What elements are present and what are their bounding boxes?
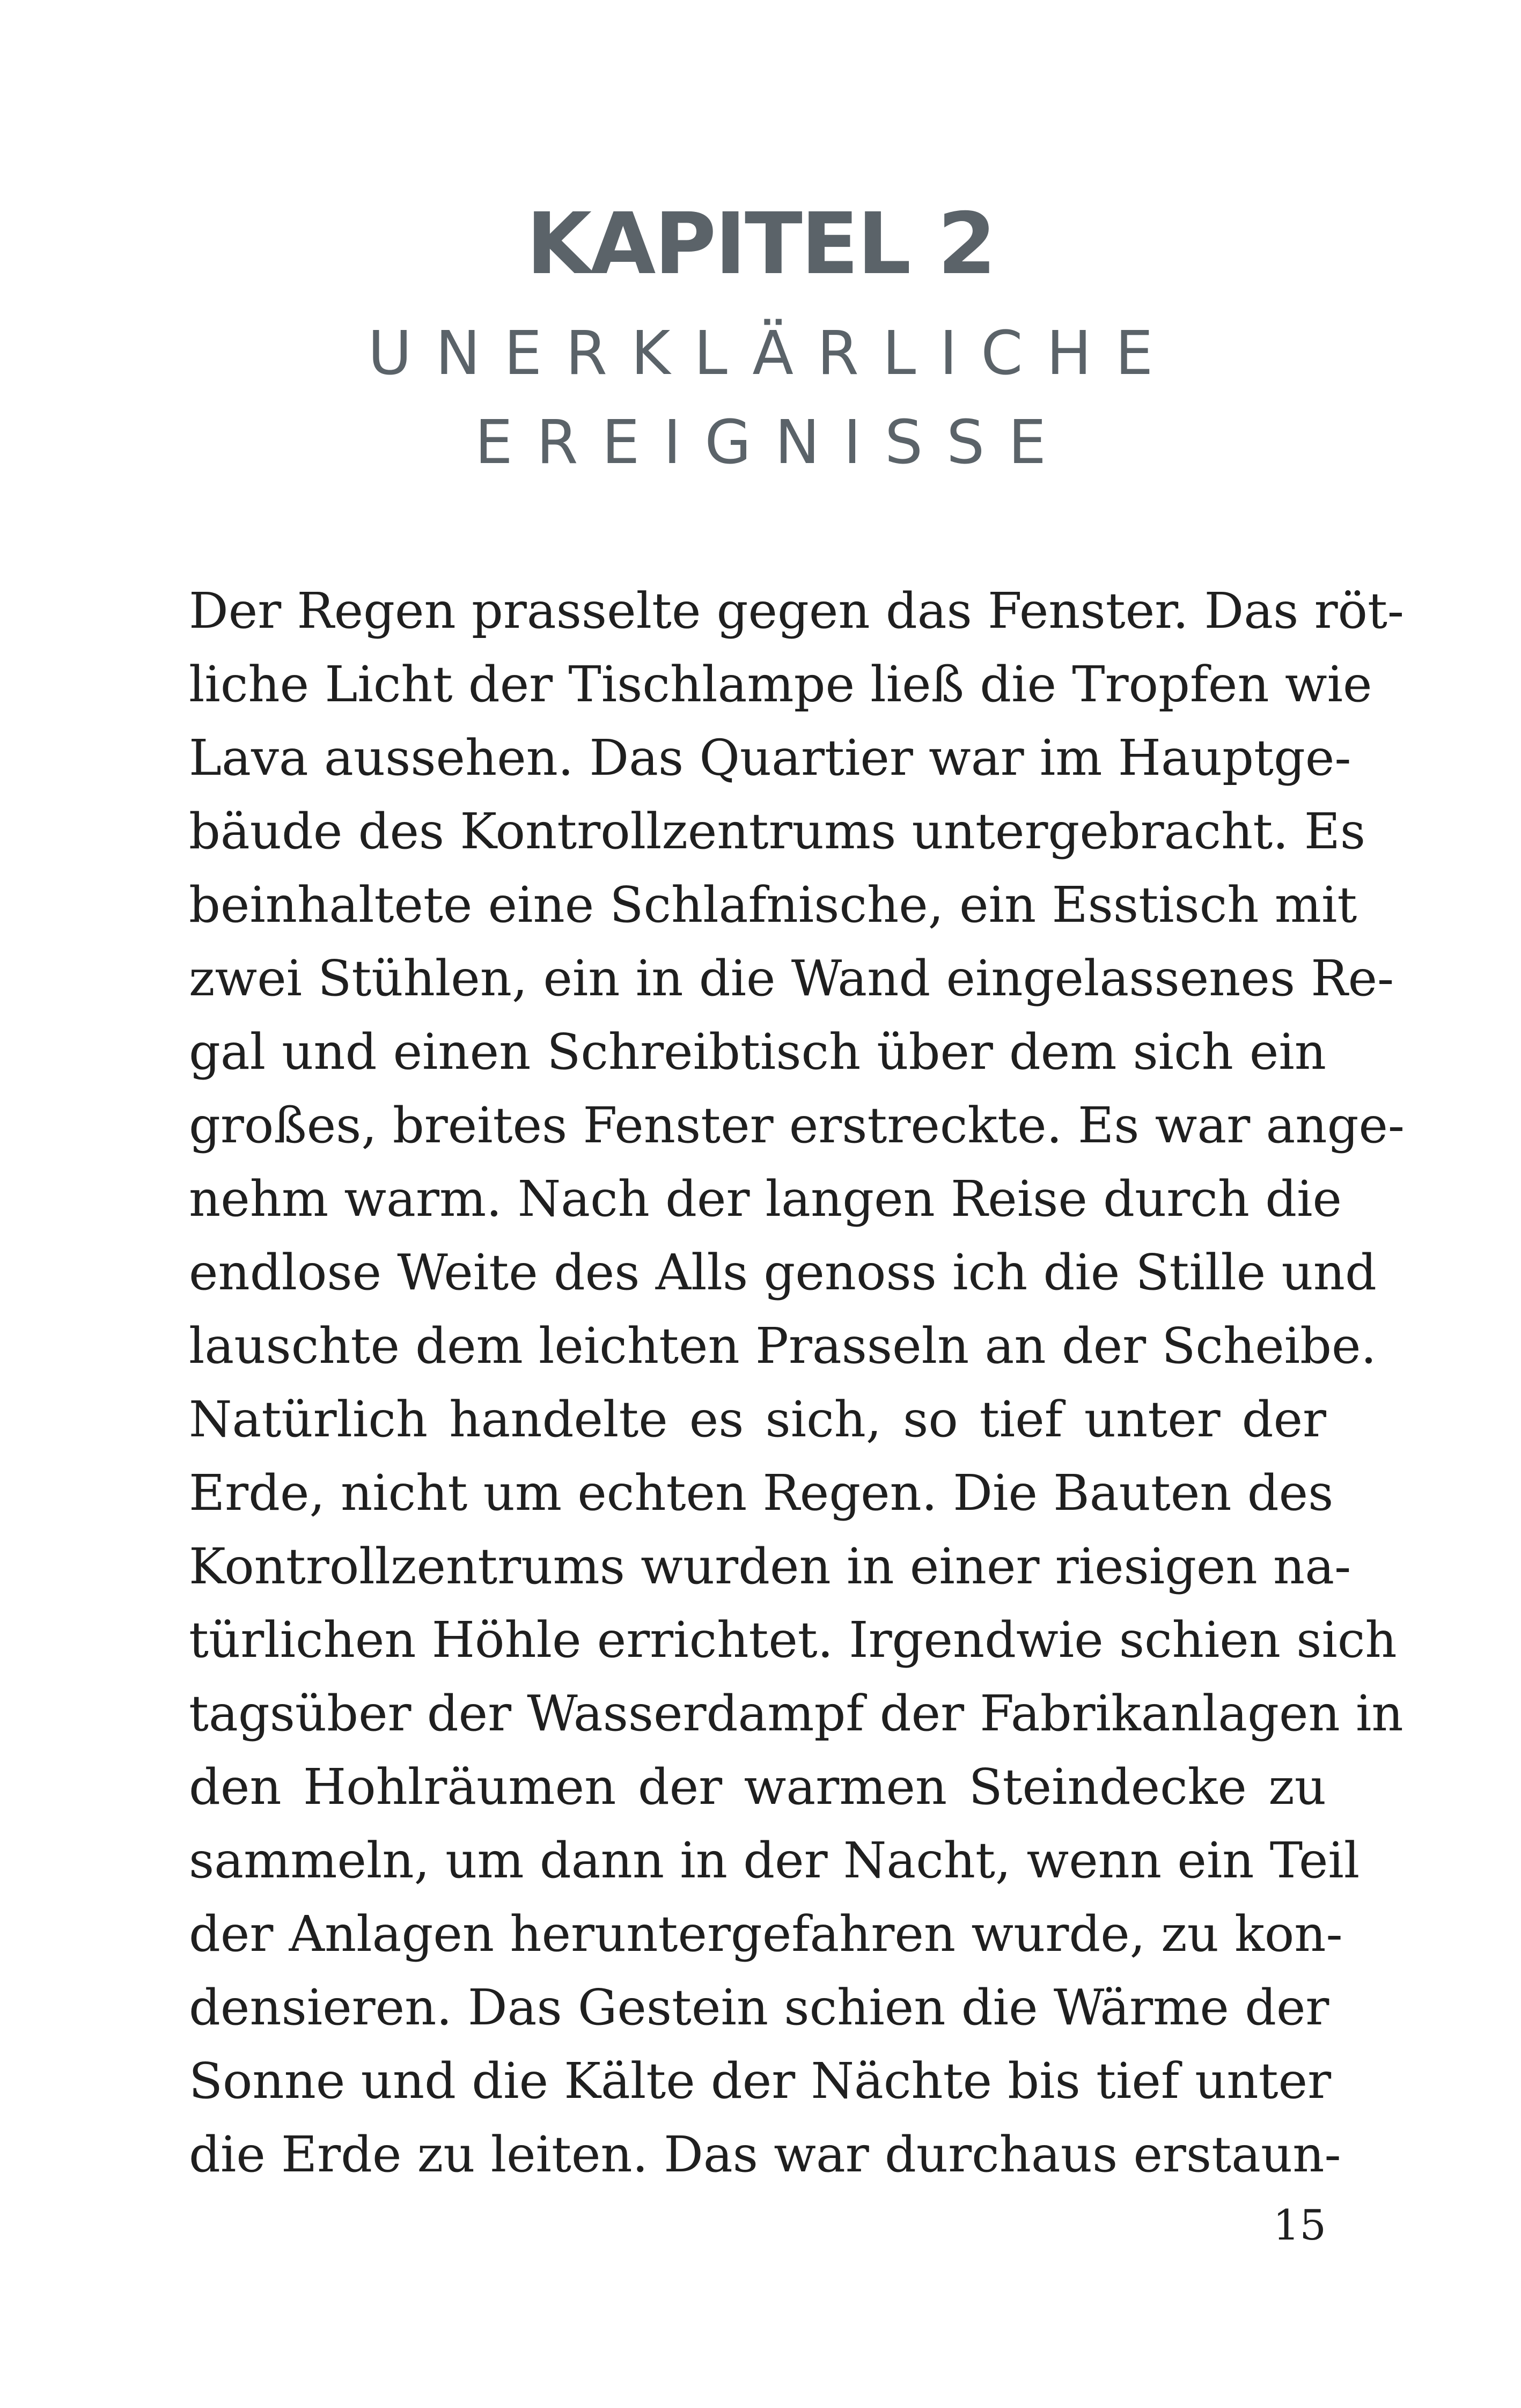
text-line: zwei Stühlen, ein in die Wand eingelassenes Re-: [189, 950, 1394, 1007]
chapter-subtitle: [0, 309, 1521, 487]
text-line: liche Licht der Tischlampe ließ die Tropfen wie: [189, 656, 1372, 713]
chapter-title: KAPITEL 2: [526, 195, 995, 293]
text-line: beinhaltete eine Schlafnische, ein Esstisch mit: [189, 876, 1357, 934]
text-line: sammeln, um dann in der Nacht, wenn ein Teil: [189, 1832, 1360, 1889]
chapter-header: [0, 193, 1521, 487]
text-line: Natürlich handelte es sich, so tief unter der: [189, 1391, 1326, 1448]
text-line: Lava aussehen. Das Quartier war im Hauptge-: [189, 729, 1351, 787]
text-line: türlichen Höhle errichtet. Irgendwie schien sich: [189, 1611, 1397, 1669]
text-line: Der Regen prasselte gegen das Fenster. Das röt-: [189, 582, 1405, 640]
text-line: der Anlagen heruntergefahren wurde, zu kon-: [189, 1905, 1343, 1963]
text-line: lauschte dem leichten Prasseln an der Scheibe.: [189, 1317, 1377, 1375]
body-text: [189, 574, 1405, 2191]
text-line: Sonne und die Kälte der Nächte bis tief unter: [189, 2052, 1332, 2110]
text-line: nehm warm. Nach der langen Reise durch die: [189, 1170, 1342, 1228]
text-line: Erde, nicht um echten Regen. Die Bauten des: [189, 1464, 1334, 1522]
text-line: gal und einen Schreibtisch über dem sich ein: [189, 1023, 1326, 1081]
text-line: densieren. Das Gestein schien die Wärme der: [189, 1979, 1329, 2036]
chapter-subtitle-line: EREIGNISSE: [475, 408, 1070, 478]
text-line: großes, breites Fenster erstreckte. Es war ange-: [189, 1097, 1405, 1154]
text-line: tagsüber der Wasserdampf der Fabrikanlagen in: [189, 1685, 1404, 1742]
chapter-subtitle-line: UNERKLÄRLICHE: [368, 319, 1177, 388]
page-number: 15: [1273, 2201, 1326, 2250]
text-line: Kontrollzentrums wurden in einer riesigen na-: [189, 1538, 1351, 1595]
text-line: bäude des Kontrollzentrums untergebracht. Es: [189, 803, 1366, 860]
text-line: die Erde zu leiten. Das war durchaus erstaun-: [189, 2126, 1341, 2183]
text-line: den Hohlräumen der warmen Steindecke zu: [189, 1758, 1326, 1816]
text-line: endlose Weite des Alls genoss ich die Stille und: [189, 1244, 1377, 1301]
